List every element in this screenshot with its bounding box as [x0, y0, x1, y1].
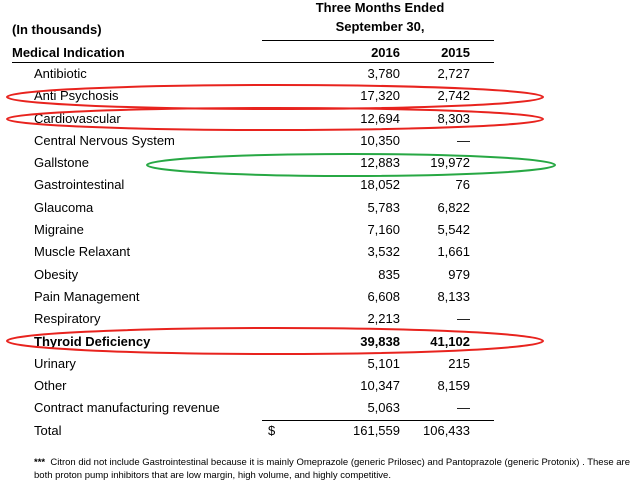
value-2016: 10,350 — [360, 132, 400, 148]
row-label: Gastrointestinal — [34, 177, 125, 193]
total-2016: 161,559 — [353, 422, 400, 438]
table-row — [0, 353, 640, 375]
row-label: Thyroid Deficiency — [34, 333, 151, 349]
value-2015: 41,102 — [430, 333, 470, 349]
value-2016: 12,883 — [360, 155, 400, 171]
row-label: Gallstone — [34, 155, 89, 171]
table-row — [0, 397, 640, 419]
value-2015: — — [457, 311, 470, 327]
table-row — [0, 219, 640, 241]
total-row — [0, 420, 640, 442]
row-label: Antibiotic — [34, 66, 87, 81]
value-2016: 7,160 — [367, 222, 400, 238]
table-row — [0, 130, 640, 152]
value-2016: 39,838 — [360, 333, 400, 349]
row-label: Migraine — [34, 222, 84, 238]
units-label: (In thousands) — [12, 22, 102, 37]
value-2016: 5,063 — [367, 400, 400, 416]
value-2016: 5,783 — [367, 199, 400, 215]
table-row — [0, 108, 640, 130]
value-2016: 3,532 — [367, 244, 400, 260]
value-2015: 2,727 — [437, 66, 470, 81]
value-2016: 12,694 — [360, 110, 400, 126]
value-2016: 5,101 — [367, 355, 400, 371]
value-2015: — — [457, 400, 470, 416]
table-row — [0, 375, 640, 397]
table-row — [0, 63, 640, 85]
row-label: Respiratory — [34, 311, 101, 327]
value-2015: 2,742 — [437, 88, 470, 104]
table-row — [0, 197, 640, 219]
row-label: Anti Psychosis — [34, 88, 119, 104]
period-title: Three Months Ended — [315, 0, 445, 15]
value-2016: 18,052 — [360, 177, 400, 193]
row-label: Urinary — [34, 355, 76, 371]
value-2015: 8,133 — [437, 288, 470, 304]
header-rule-top — [262, 40, 494, 41]
footnote-marker: *** — [34, 457, 46, 468]
value-2015: 8,303 — [437, 110, 470, 126]
value-2015: 215 — [448, 355, 470, 371]
row-label: Other — [34, 378, 67, 394]
value-2015: 5,542 — [437, 222, 470, 238]
row-label: Obesity — [34, 266, 79, 282]
row-label: Cardiovascular — [34, 110, 121, 126]
value-2015: 1,661 — [437, 244, 470, 260]
value-2015: 19,972 — [430, 155, 470, 171]
data-table — [0, 63, 640, 442]
table-row-highlighted — [0, 331, 640, 353]
table-row — [0, 308, 640, 330]
table-row — [0, 174, 640, 196]
row-label: Muscle Relaxant — [34, 244, 131, 260]
row-label: Contract manufacturing revenue — [34, 400, 220, 416]
value-2015: 76 — [455, 177, 470, 193]
row-label: Pain Management — [34, 288, 140, 304]
value-2016: 3,780 — [367, 66, 400, 81]
column-label: Medical Indication — [12, 45, 125, 60]
value-2016: 2,213 — [367, 311, 400, 327]
value-2016: 835 — [378, 266, 400, 282]
total-2015: 106,433 — [423, 422, 470, 438]
currency-symbol: $ — [268, 422, 276, 438]
period-subtitle: September 30, — [335, 19, 425, 34]
table-row — [0, 286, 640, 308]
footnote — [34, 456, 634, 482]
table-row — [0, 85, 640, 107]
value-2015: 8,159 — [437, 378, 470, 394]
value-2016: 10,347 — [360, 378, 400, 394]
table-row — [0, 152, 640, 174]
value-2016: 17,320 — [360, 88, 400, 104]
row-label: Glaucoma — [34, 199, 94, 215]
footnote-text: Citron did not include Gastrointestinal because it is mainly Omeprazole (generic Prilosec) and Pantoprazole (generic Protonix) . These are both proton pump inhibitors that are low margin, high volume, and highly competitive. — [34, 457, 630, 481]
total-label: Total — [34, 422, 62, 438]
value-2015: 6,822 — [437, 199, 470, 215]
table-row — [0, 241, 640, 263]
table-row — [0, 264, 640, 286]
value-2015: — — [457, 132, 470, 148]
row-label: Central Nervous System — [34, 132, 175, 148]
value-2016: 6,608 — [367, 288, 400, 304]
year-2015-header: 2015 — [441, 45, 470, 60]
value-2015: 979 — [448, 266, 470, 282]
year-2016-header: 2016 — [371, 45, 400, 60]
